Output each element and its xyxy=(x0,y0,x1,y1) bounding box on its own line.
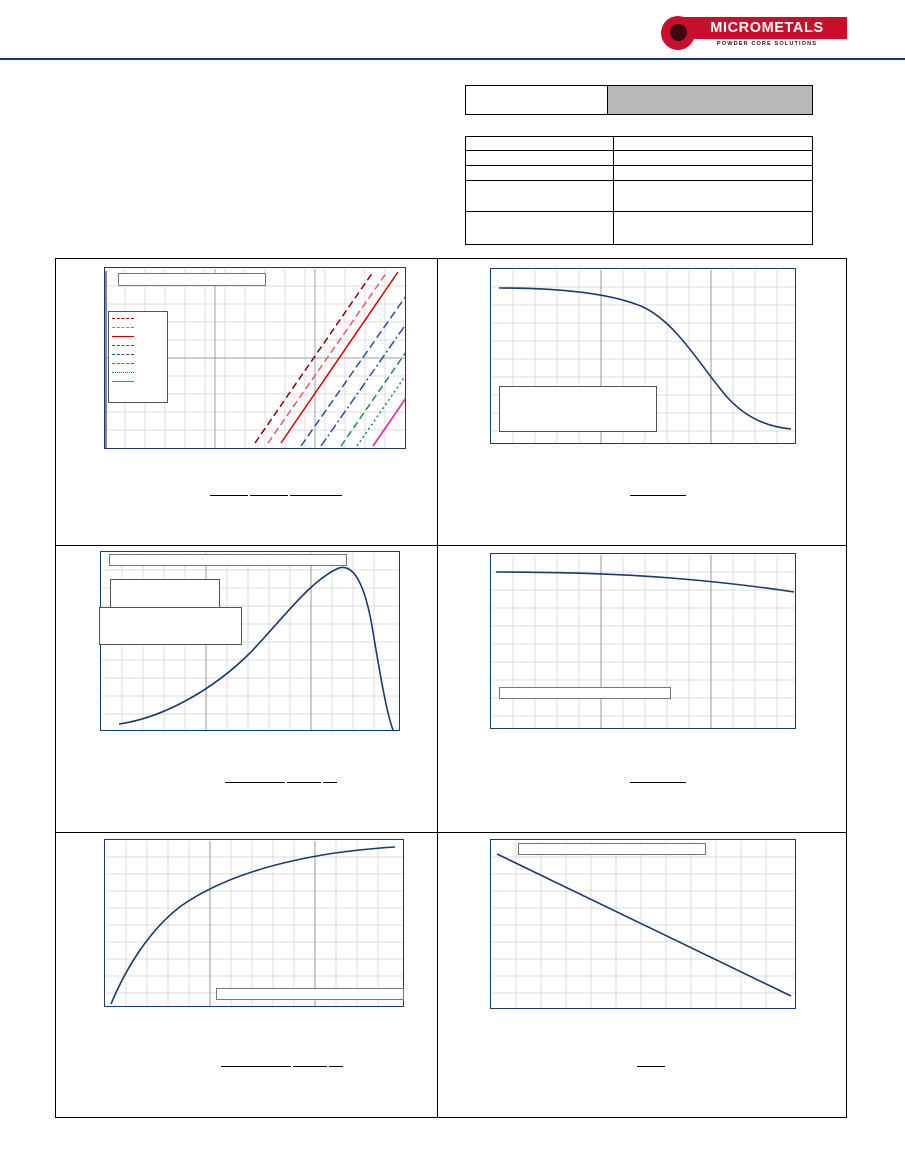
legend-swatch xyxy=(112,327,134,328)
spec-key xyxy=(466,151,614,165)
caption-part xyxy=(630,771,686,783)
spec-row xyxy=(466,181,812,212)
legend-item xyxy=(112,359,164,368)
title-table-left-cell xyxy=(466,86,608,114)
chart-permeability-vs-temperature-title xyxy=(518,843,706,855)
caption-part xyxy=(221,1055,291,1067)
caption-part xyxy=(293,1055,327,1067)
caption-part xyxy=(637,1055,665,1067)
chart-core-loss-legend xyxy=(108,311,168,403)
chart-permeability-vs-frequency-caption xyxy=(598,484,718,496)
spec-key xyxy=(466,166,614,180)
caption-part xyxy=(250,484,288,496)
caption-part xyxy=(287,771,321,783)
logo-tagline: POWDER CORE SOLUTIONS xyxy=(716,41,818,47)
legend-item xyxy=(112,332,164,341)
spec-key xyxy=(466,181,614,211)
header-divider xyxy=(0,58,905,60)
caption-part xyxy=(225,771,285,783)
spec-row xyxy=(466,212,812,245)
caption-part xyxy=(329,1055,343,1067)
legend-item xyxy=(112,314,164,323)
legend-swatch xyxy=(112,318,134,319)
logo-disc-icon xyxy=(661,16,695,50)
legend-swatch xyxy=(112,381,134,382)
legend-swatch xyxy=(112,363,134,364)
spec-table xyxy=(465,136,813,245)
chart-permeability-vs-ac-flux-caption xyxy=(182,1055,382,1067)
chart-permeability-vs-frequency-note xyxy=(499,386,657,432)
spec-value xyxy=(614,137,812,150)
legend-swatch xyxy=(112,336,134,337)
chart-permeability-vs-dc-bias-xaxis-label xyxy=(499,687,671,699)
legend-swatch xyxy=(112,372,134,373)
chart-grid xyxy=(55,258,847,1118)
title-table-right-cell xyxy=(608,86,812,114)
chart-q-note-secondary xyxy=(99,607,242,645)
spec-row xyxy=(466,166,812,181)
caption-part xyxy=(323,771,337,783)
spec-value xyxy=(614,166,812,180)
chart-permeability-vs-temperature xyxy=(490,839,796,1009)
legend-item xyxy=(112,368,164,377)
spec-value xyxy=(614,151,812,165)
caption-part xyxy=(210,484,248,496)
spec-row xyxy=(466,151,812,166)
chart-permeability-vs-ac-flux xyxy=(104,839,404,1007)
chart-permeability-vs-temperature-caption xyxy=(601,1055,701,1067)
chart-permeability-vs-dc-bias-caption xyxy=(598,771,718,783)
chart-q-vs-frequency-title xyxy=(109,554,347,566)
chart-core-loss-caption xyxy=(186,484,366,496)
legend-swatch xyxy=(112,345,134,346)
micrometals-logo xyxy=(661,14,847,54)
chart-core-loss-title xyxy=(118,273,266,286)
legend-item xyxy=(112,377,164,386)
title-table xyxy=(465,85,813,115)
legend-item xyxy=(112,323,164,332)
spec-value xyxy=(614,212,812,244)
legend-item xyxy=(112,350,164,359)
logo-name: MICROMETALS xyxy=(710,20,824,36)
spec-row xyxy=(466,137,812,151)
chart-q-note-primary xyxy=(110,579,220,609)
chart-permeability-vs-ac-flux-xaxis-label xyxy=(216,988,404,1000)
legend-item xyxy=(112,341,164,350)
caption-part xyxy=(290,484,342,496)
spec-key xyxy=(466,212,614,244)
spec-key xyxy=(466,137,614,150)
spec-value xyxy=(614,181,812,211)
chart-permeability-vs-dc-bias xyxy=(490,553,796,729)
legend-swatch xyxy=(112,354,134,355)
chart-q-vs-frequency-caption xyxy=(186,771,376,783)
caption-part xyxy=(630,484,686,496)
